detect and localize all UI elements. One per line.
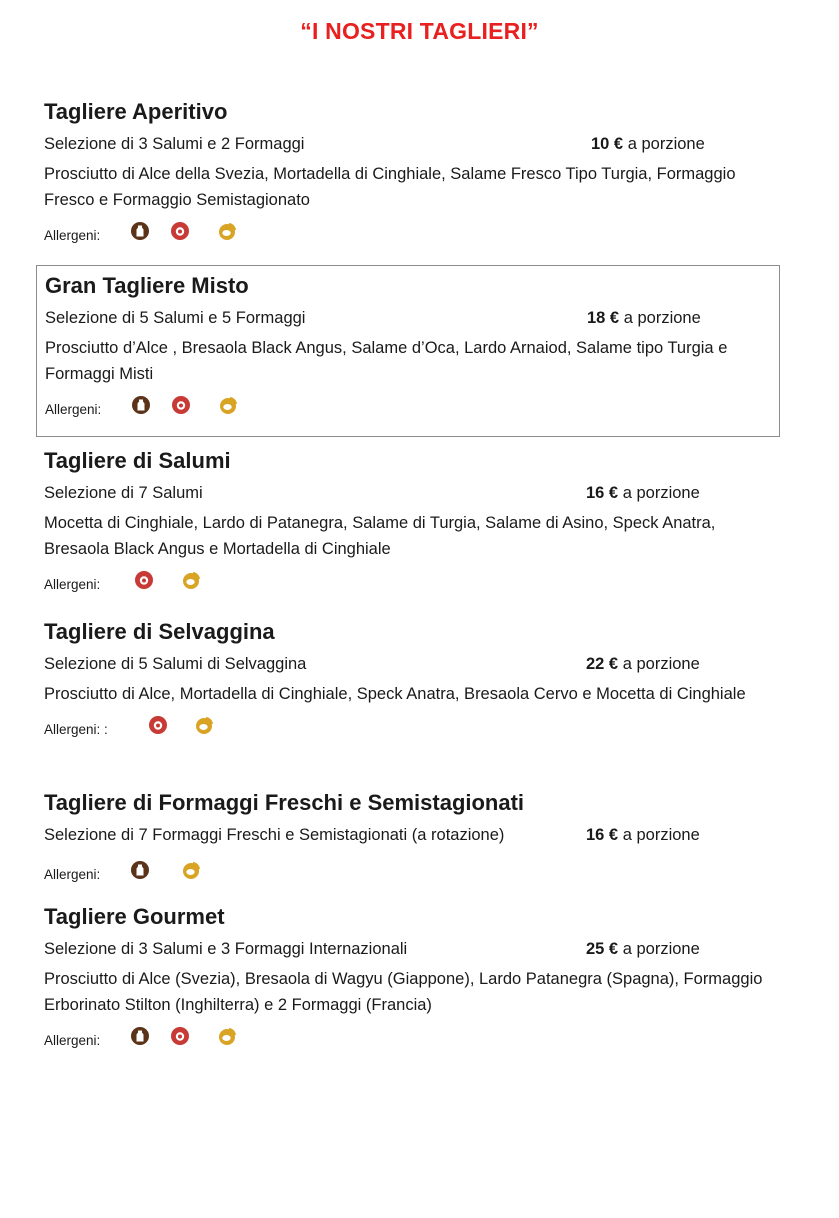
selection-text: Selezione di 7 Formaggi Freschi e Semistagionati (a rotazione) — [44, 826, 505, 844]
selection-row — [44, 653, 772, 675]
allergens-label: Allergeni: : — [44, 722, 108, 737]
page-title: “I NOSTRI TAGLIERI” — [300, 18, 539, 44]
board-description: Prosciutto di Alce, Mortadella di Cinghiale, Speck Anatra, Bresaola Cervo e Mocetta di Cinghiale — [44, 685, 746, 703]
selection-row — [44, 938, 772, 960]
price-value: 22 € — [586, 655, 619, 673]
board-aperitivo — [36, 99, 780, 243]
mustard-allergen-icon — [181, 570, 201, 590]
price-suffix: a porzione — [622, 484, 700, 502]
selection-text: Selezione di 5 Salumi di Selvaggina — [44, 655, 307, 673]
board-gran-misto — [36, 265, 780, 437]
allergens-row — [44, 715, 772, 737]
board-title: Tagliere Aperitivo — [44, 99, 228, 124]
board-salumi — [36, 448, 780, 592]
price-label — [586, 824, 700, 846]
price-suffix: a porzione — [623, 309, 701, 327]
selection-text: Selezione di 7 Salumi — [44, 484, 203, 502]
board-description: Prosciutto di Alce della Svezia, Mortadella di Cinghiale, Salame Fresco Tipo Turgia, Formaggio Fresco e Formaggio Semistagionato — [44, 165, 736, 209]
sulphites-allergen-icon — [170, 1026, 190, 1046]
allergens-label: Allergeni: — [44, 867, 101, 882]
mustard-allergen-icon — [194, 715, 214, 735]
selection-text: Selezione di 3 Salumi e 3 Formaggi Internazionali — [44, 940, 408, 958]
price-value: 16 € — [586, 484, 619, 502]
mustard-allergen-icon — [181, 860, 201, 880]
price-value: 16 € — [586, 826, 619, 844]
price-value: 25 € — [586, 940, 619, 958]
price-label — [586, 938, 700, 960]
sulphites-allergen-icon — [148, 715, 168, 735]
mustard-allergen-icon — [218, 395, 238, 415]
board-selvaggina — [36, 619, 780, 737]
allergens-row — [44, 570, 772, 592]
milk-allergen-icon — [130, 221, 150, 241]
price-label — [587, 307, 701, 329]
price-suffix: a porzione — [622, 655, 700, 673]
board-formaggi — [36, 790, 780, 882]
board-gourmet — [36, 904, 780, 1048]
milk-allergen-icon — [130, 860, 150, 880]
price-value: 10 € — [591, 135, 624, 153]
price-label — [586, 653, 700, 675]
selection-row — [44, 482, 772, 504]
allergens-row — [45, 395, 771, 417]
allergens-label: Allergeni: — [44, 228, 101, 243]
board-description: Prosciutto d’Alce , Bresaola Black Angus, Salame d’Oca, Lardo Arnaiod, Salame tipo Turgia e Formaggi Misti — [45, 339, 728, 383]
price-value: 18 € — [587, 309, 620, 327]
selection-row — [44, 133, 772, 155]
board-title: Tagliere Gourmet — [44, 904, 225, 929]
price-suffix: a porzione — [622, 940, 700, 958]
selection-row — [44, 824, 772, 846]
allergens-label: Allergeni: — [44, 577, 101, 592]
price-suffix: a porzione — [622, 826, 700, 844]
board-title: Gran Tagliere Misto — [45, 273, 249, 298]
selection-text: Selezione di 3 Salumi e 2 Formaggi — [44, 135, 305, 153]
allergens-row — [44, 221, 772, 243]
board-title: Tagliere di Salumi — [44, 448, 231, 473]
mustard-allergen-icon — [217, 221, 237, 241]
sulphites-allergen-icon — [170, 221, 190, 241]
sulphites-allergen-icon — [134, 570, 154, 590]
board-description: Mocetta di Cinghiale, Lardo di Patanegra, Salame di Turgia, Salame di Asino, Speck Anatra, Bresaola Black Angus e Mortadella di Cinghiale — [44, 514, 716, 558]
mustard-allergen-icon — [217, 1026, 237, 1046]
allergens-label: Allergeni: — [44, 1033, 101, 1048]
price-label — [586, 482, 700, 504]
milk-allergen-icon — [130, 1026, 150, 1046]
price-label — [591, 133, 705, 155]
milk-allergen-icon — [131, 395, 151, 415]
allergens-label: Allergeni: — [45, 402, 102, 417]
board-title: Tagliere di Formaggi Freschi e Semistagionati — [44, 790, 525, 815]
board-description: Prosciutto di Alce (Svezia), Bresaola di Wagyu (Giappone), Lardo Patanegra (Spagna), Formaggio Erborinato Stilton (Inghilterra) e 2 Formaggi (Francia) — [44, 970, 763, 1014]
board-title: Tagliere di Selvaggina — [44, 619, 275, 644]
price-suffix: a porzione — [627, 135, 705, 153]
sulphites-allergen-icon — [171, 395, 191, 415]
allergens-row — [44, 860, 772, 882]
selection-row — [45, 307, 771, 329]
selection-text: Selezione di 5 Salumi e 5 Formaggi — [45, 309, 306, 327]
allergens-row — [44, 1026, 772, 1048]
